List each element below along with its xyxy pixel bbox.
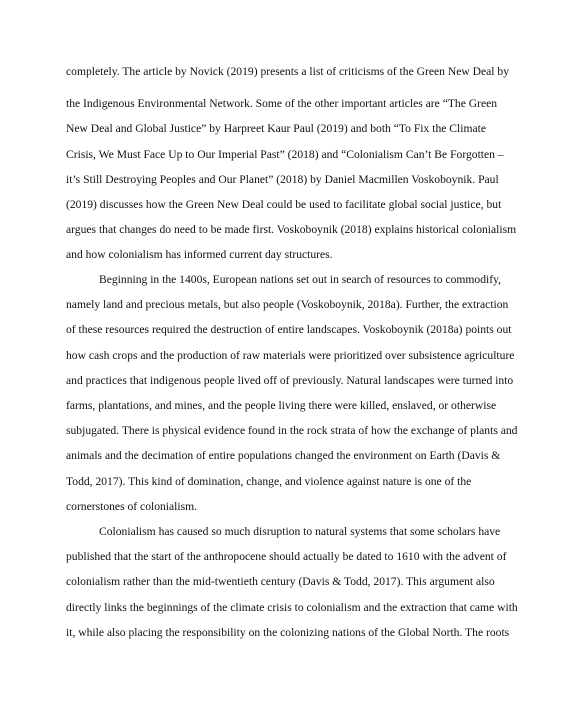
text-line: cornerstones of colonialism.: [66, 500, 198, 513]
text-line: directly links the beginnings of the climate crisis to colonialism and the extraction that came with: [66, 601, 518, 614]
paragraph-first-line: Colonialism has caused so much disruption to natural systems that some scholars have: [99, 525, 501, 538]
text-line: of these resources required the destruction of entire landscapes. Voskoboynik (2018a) points out: [66, 323, 512, 336]
text-line: New Deal and Global Justice” by Harpreet Kaur Paul (2019) and both “To Fix the Climate: [66, 122, 486, 135]
text-line: the Indigenous Environmental Network. Some of the other important articles are “The Green: [66, 97, 498, 110]
text-line: animals and the decimation of entire populations changed the environment on Earth (Davis &: [66, 449, 501, 462]
text-line: completely. The article by Novick (2019) presents a list of criticisms of the Green New Deal by: [66, 65, 510, 78]
text-line: and practices that indigenous people lived off of previously. Natural landscapes were turned into: [66, 374, 514, 387]
text-line: it, while also placing the responsibility on the colonizing nations of the Global North. The roots: [66, 626, 510, 639]
text-line: colonialism rather than the mid-twentieth century (Davis & Todd, 2017). This argument also: [66, 575, 495, 588]
text-line: Todd, 2017). This kind of domination, change, and violence against nature is one of the: [66, 475, 472, 488]
text-line: published that the start of the anthropocene should actually be dated to 1610 with the advent of: [66, 550, 507, 563]
text-line: farms, plantations, and mines, and the people living there were killed, enslaved, or otherwise: [66, 399, 497, 412]
text-line: subjugated. There is physical evidence found in the rock strata of how the exchange of plants and: [66, 424, 518, 437]
text-line: argues that changes do need to be made first. Voskoboynik (2018) explains historical colonialism: [66, 223, 517, 236]
text-line: how cash crops and the production of raw materials were prioritized over subsistence agriculture: [66, 349, 515, 362]
text-line: (2019) discusses how the Green New Deal could be used to facilitate global social justice, but: [66, 198, 502, 211]
text-line: namely land and precious metals, but also people (Voskoboynik, 2018a). Further, the extraction: [66, 298, 509, 311]
paragraph-first-line: Beginning in the 1400s, European nations set out in search of resources to commodify,: [99, 273, 502, 286]
text-line: and how colonialism has informed current day structures.: [66, 248, 333, 261]
text-line: Crisis, We Must Face Up to Our Imperial Past” (2018) and “Colonialism Can’t Be Forgotten –: [66, 148, 504, 161]
text-line: it’s Still Destroying Peoples and Our Planet” (2018) by Daniel Macmillen Voskoboynik. Paul: [66, 173, 499, 186]
